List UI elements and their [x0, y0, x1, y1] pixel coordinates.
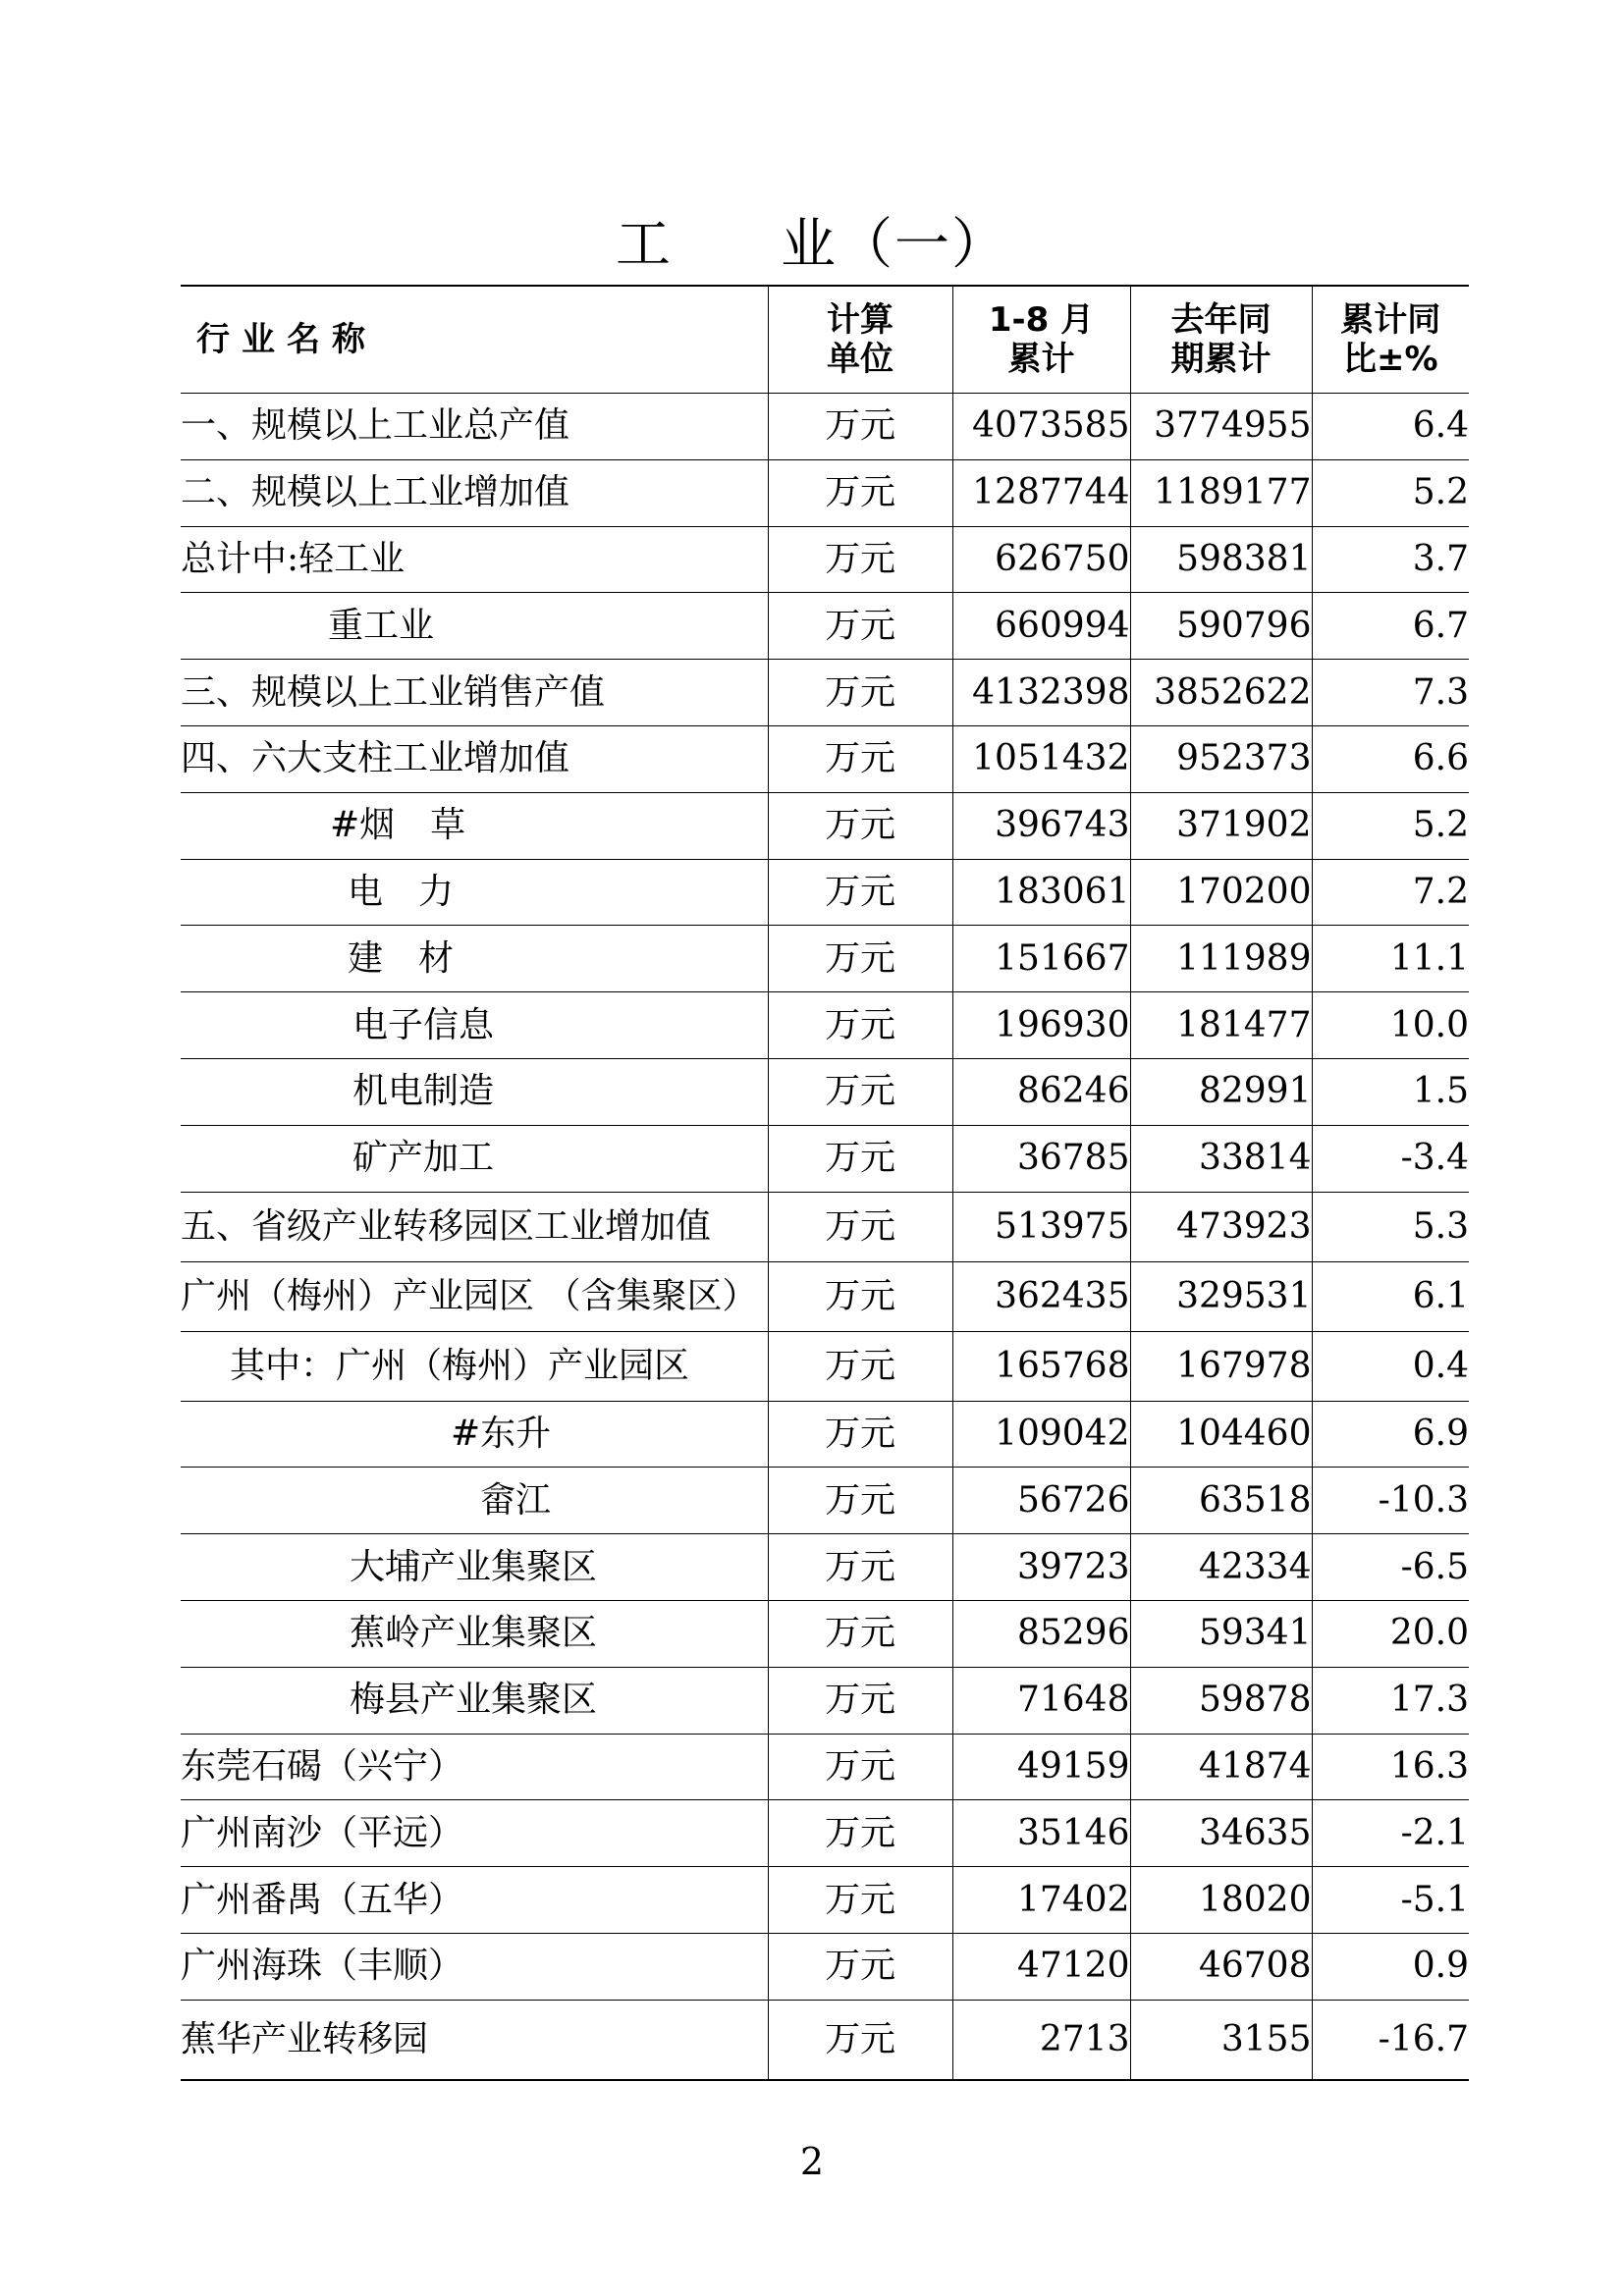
- row-name: 总计中:轻工业: [181, 538, 406, 579]
- row-unit: 万元: [768, 1867, 952, 1934]
- row-name: 畲江: [480, 1479, 552, 1521]
- row-previous: 167978: [1130, 1331, 1312, 1401]
- row-previous: 18020: [1130, 1867, 1312, 1934]
- row-change: 5.2: [1312, 792, 1469, 859]
- table-row: [181, 459, 1469, 526]
- row-current: 2713: [952, 2000, 1130, 2080]
- row-name: 电子信息: [352, 1004, 495, 1045]
- row-name: 机电制造: [352, 1071, 495, 1112]
- row-unit: 万元: [768, 1734, 952, 1800]
- row-current: 86246: [952, 1058, 1130, 1125]
- row-current: 109042: [952, 1401, 1130, 1468]
- row-current: 396743: [952, 792, 1130, 859]
- row-current: 35146: [952, 1800, 1130, 1867]
- row-previous: 329531: [1130, 1261, 1312, 1331]
- table-row: [181, 1261, 1469, 1331]
- row-unit: 万元: [768, 926, 952, 992]
- row-name: 矿产加工: [352, 1138, 495, 1179]
- row-current: 47120: [952, 1933, 1130, 2000]
- row-previous: 181477: [1130, 992, 1312, 1059]
- table-row: [181, 1933, 1469, 2000]
- row-current: 660994: [952, 593, 1130, 660]
- row-name: 电 力: [348, 871, 455, 912]
- row-change: 11.1: [1312, 926, 1469, 992]
- row-previous: 33814: [1130, 1125, 1312, 1192]
- row-name: 其中：广州（梅州）产业园区: [230, 1345, 690, 1386]
- row-change: -2.1: [1312, 1800, 1469, 1867]
- table-header-row: [181, 286, 1469, 394]
- row-change: 1.5: [1312, 1058, 1469, 1125]
- row-unit: 万元: [768, 1192, 952, 1261]
- row-name: 广州（梅州）产业园区 （含集聚区）: [181, 1275, 758, 1316]
- row-previous: 104460: [1130, 1401, 1312, 1468]
- row-change: 3.7: [1312, 526, 1469, 593]
- row-name: 蕉华产业转移园: [181, 2018, 429, 2059]
- table-row: [181, 1800, 1469, 1867]
- table-row: [181, 1667, 1469, 1734]
- table-row: [181, 792, 1469, 859]
- row-current: 56726: [952, 1468, 1130, 1534]
- row-current: 151667: [952, 926, 1130, 992]
- row-unit: 万元: [768, 1468, 952, 1534]
- row-previous: 1189177: [1130, 459, 1312, 526]
- row-current: 36785: [952, 1125, 1130, 1192]
- row-change: 6.9: [1312, 1401, 1469, 1468]
- table-row: [181, 992, 1469, 1059]
- table-row: [181, 1125, 1469, 1192]
- row-previous: 3852622: [1130, 660, 1312, 726]
- row-previous: 371902: [1130, 792, 1312, 859]
- row-change: -3.4: [1312, 1125, 1469, 1192]
- row-name: 大埔产业集聚区: [350, 1546, 598, 1587]
- row-change: -6.5: [1312, 1534, 1469, 1601]
- table-row: [181, 926, 1469, 992]
- row-unit: 万元: [768, 660, 952, 726]
- row-current: 85296: [952, 1600, 1130, 1667]
- row-unit: 万元: [768, 394, 952, 460]
- table-row: [181, 1468, 1469, 1534]
- table-row: [181, 1192, 1469, 1261]
- row-name: 广州南沙（平远）: [181, 1812, 464, 1853]
- row-change: 20.0: [1312, 1600, 1469, 1667]
- table-row: [181, 1058, 1469, 1125]
- table-row: [181, 1867, 1469, 1934]
- table-row: [181, 593, 1469, 660]
- header-previous-cumulative: 去年同 期累计: [1130, 286, 1312, 394]
- row-previous: 59878: [1130, 1667, 1312, 1734]
- row-change: -10.3: [1312, 1468, 1469, 1534]
- row-previous: 111989: [1130, 926, 1312, 992]
- row-previous: 41874: [1130, 1734, 1312, 1800]
- row-unit: 万元: [768, 859, 952, 926]
- row-unit: 万元: [768, 792, 952, 859]
- row-change: -5.1: [1312, 1867, 1469, 1934]
- row-name: 蕉岭产业集聚区: [350, 1613, 598, 1654]
- row-current: 39723: [952, 1534, 1130, 1601]
- row-name: 四、六大支柱工业增加值: [181, 738, 570, 779]
- row-change: -16.7: [1312, 2000, 1469, 2080]
- row-unit: 万元: [768, 1401, 952, 1468]
- row-name: 广州番禺（五华）: [181, 1879, 464, 1920]
- row-change: 17.3: [1312, 1667, 1469, 1734]
- row-previous: 952373: [1130, 725, 1312, 792]
- row-change: 5.2: [1312, 459, 1469, 526]
- row-change: 6.1: [1312, 1261, 1469, 1331]
- row-previous: 82991: [1130, 1058, 1312, 1125]
- header-industry-name: 行业名称: [196, 320, 377, 359]
- row-previous: 3774955: [1130, 394, 1312, 460]
- row-name: 梅县产业集聚区: [350, 1680, 598, 1721]
- row-name: 五、省级产业转移园区工业增加值: [181, 1205, 712, 1247]
- row-previous: 42334: [1130, 1534, 1312, 1601]
- row-name: 一、规模以上工业总产值: [181, 405, 570, 447]
- table-row: [181, 859, 1469, 926]
- table-row: [181, 660, 1469, 726]
- row-previous: 34635: [1130, 1800, 1312, 1867]
- row-unit: 万元: [768, 459, 952, 526]
- table-row: [181, 1734, 1469, 1800]
- row-previous: 59341: [1130, 1600, 1312, 1667]
- row-change: 6.6: [1312, 725, 1469, 792]
- row-current: 362435: [952, 1261, 1130, 1331]
- row-current: 626750: [952, 526, 1130, 593]
- row-previous: 63518: [1130, 1468, 1312, 1534]
- row-name: 三、规模以上工业销售产值: [181, 671, 606, 713]
- row-change: 0.4: [1312, 1331, 1469, 1401]
- row-unit: 万元: [768, 1125, 952, 1192]
- row-unit: 万元: [768, 593, 952, 660]
- row-change: 6.4: [1312, 394, 1469, 460]
- row-name: #烟 草: [330, 805, 466, 846]
- table-row: [181, 725, 1469, 792]
- row-current: 183061: [952, 859, 1130, 926]
- row-previous: 170200: [1130, 859, 1312, 926]
- row-current: 513975: [952, 1192, 1130, 1261]
- page-title: [0, 201, 1624, 280]
- row-current: 17402: [952, 1867, 1130, 1934]
- row-change: 16.3: [1312, 1734, 1469, 1800]
- header-unit: 计算 单位: [768, 286, 952, 394]
- row-current: 1051432: [952, 725, 1130, 792]
- row-unit: 万元: [768, 2000, 952, 2080]
- row-change: 0.9: [1312, 1933, 1469, 2000]
- table-row: [181, 2000, 1469, 2080]
- row-unit: 万元: [768, 992, 952, 1059]
- row-current: 165768: [952, 1331, 1130, 1401]
- row-current: 4073585: [952, 394, 1130, 460]
- header-yoy-change: 累计同 比±%: [1312, 286, 1469, 394]
- row-unit: 万元: [768, 1933, 952, 2000]
- row-unit: 万元: [768, 1058, 952, 1125]
- table-row: [181, 526, 1469, 593]
- row-change: 5.3: [1312, 1192, 1469, 1261]
- row-name: 二、规模以上工业增加值: [181, 472, 570, 513]
- row-unit: 万元: [768, 1261, 952, 1331]
- row-current: 1287744: [952, 459, 1130, 526]
- row-name: #东升: [451, 1413, 552, 1454]
- row-name: 东莞石碣（兴宁）: [181, 1745, 464, 1787]
- row-change: 10.0: [1312, 992, 1469, 1059]
- row-current: 49159: [952, 1734, 1130, 1800]
- table-row: [181, 1331, 1469, 1401]
- row-change: 7.3: [1312, 660, 1469, 726]
- row-previous: 3155: [1130, 2000, 1312, 2080]
- row-unit: 万元: [768, 1667, 952, 1734]
- table-row: [181, 394, 1469, 460]
- page-number: 2: [799, 2140, 825, 2183]
- row-name: 重工业: [328, 605, 435, 646]
- row-name: 建 材: [348, 937, 455, 979]
- row-unit: 万元: [768, 526, 952, 593]
- row-unit: 万元: [768, 1534, 952, 1601]
- row-change: 7.2: [1312, 859, 1469, 926]
- row-current: 71648: [952, 1667, 1130, 1734]
- title-part-2: 业（一）: [781, 213, 1008, 277]
- row-previous: 46708: [1130, 1933, 1312, 2000]
- row-unit: 万元: [768, 1800, 952, 1867]
- table-row: [181, 1534, 1469, 1601]
- row-previous: 473923: [1130, 1192, 1312, 1261]
- industry-stats-table: [181, 285, 1469, 2081]
- title-part-1: 工: [616, 213, 673, 277]
- row-unit: 万元: [768, 1331, 952, 1401]
- header-current-cumulative: 1-8 月 累计: [952, 286, 1130, 394]
- row-name: 广州海珠（丰顺）: [181, 1946, 464, 1987]
- row-previous: 590796: [1130, 593, 1312, 660]
- row-current: 4132398: [952, 660, 1130, 726]
- table-row: [181, 1401, 1469, 1468]
- row-unit: 万元: [768, 1600, 952, 1667]
- table-row: [181, 1600, 1469, 1667]
- row-change: 6.7: [1312, 593, 1469, 660]
- row-current: 196930: [952, 992, 1130, 1059]
- row-previous: 598381: [1130, 526, 1312, 593]
- row-unit: 万元: [768, 725, 952, 792]
